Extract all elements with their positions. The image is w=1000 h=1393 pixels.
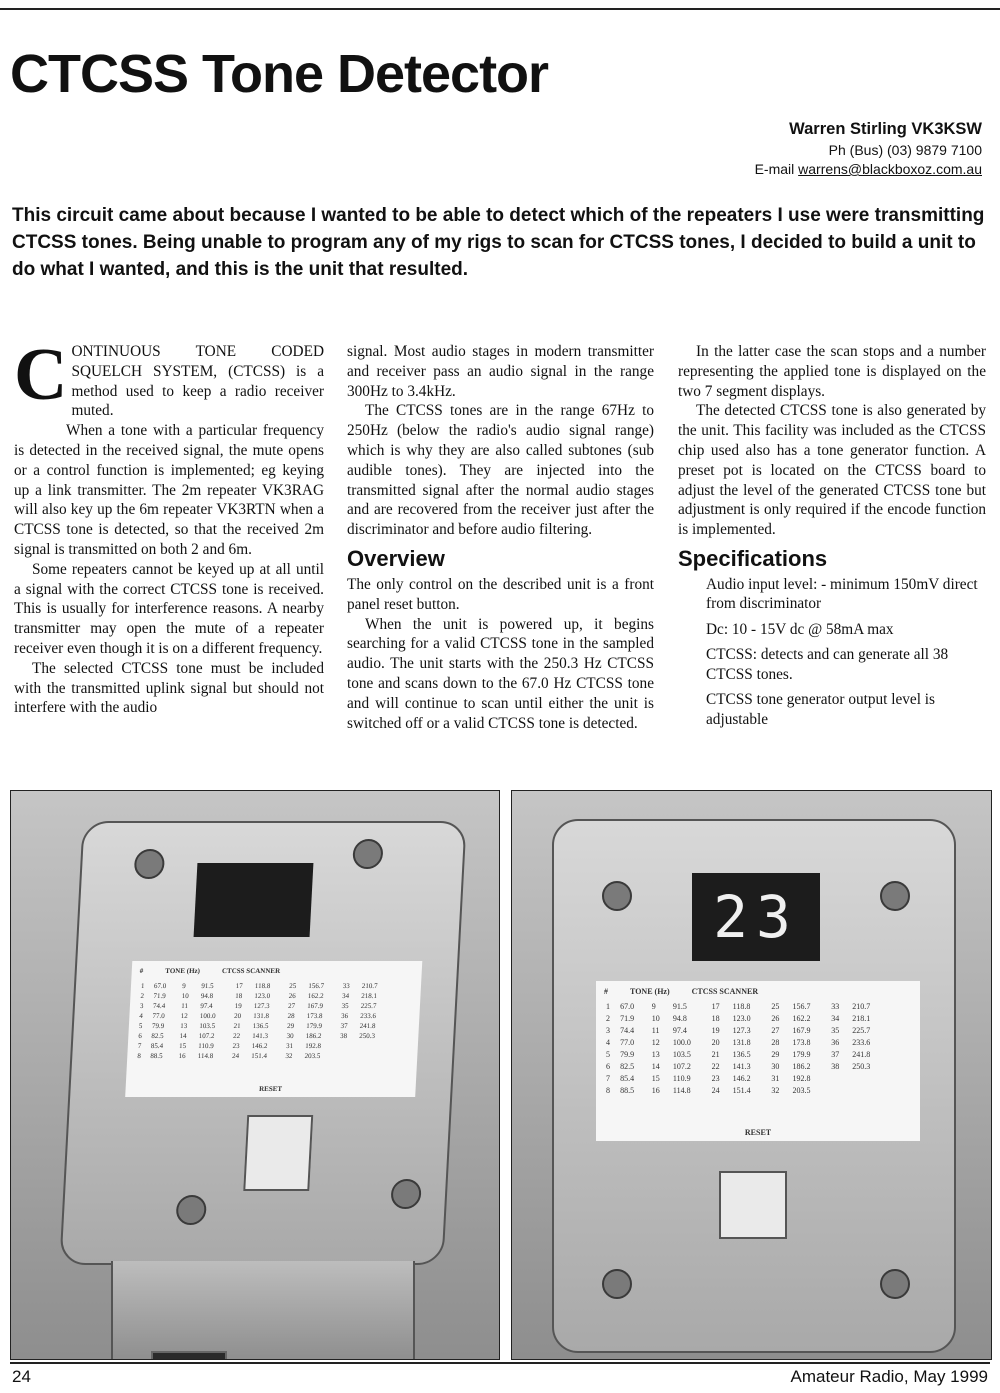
tone-table-row: [139, 981, 395, 991]
tone-table-cell: 24: [711, 1086, 720, 1095]
screw-icon: [880, 1269, 910, 1299]
tone-table-row: [604, 1013, 889, 1025]
tone-table-cell: 18: [711, 1014, 720, 1023]
reset-button: [719, 1171, 787, 1239]
tone-table-cell: 151.4: [732, 1086, 751, 1095]
tone-table-cell: 186.2: [792, 1062, 811, 1071]
tone-table-cell: 19: [711, 1026, 720, 1035]
tone-table-cell: [850, 1073, 889, 1085]
tone-table-cell: 19: [234, 1002, 242, 1010]
tone-table-cell: 233.6: [852, 1038, 871, 1047]
author-byline: [755, 118, 982, 179]
tone-table-cell: 29: [771, 1050, 780, 1059]
tone-table-cell: 151.4: [250, 1052, 268, 1060]
tone-table-row: [136, 1031, 392, 1041]
tone-table-row: [604, 1001, 889, 1013]
tone-table-cell: 9: [182, 982, 186, 990]
tone-table-cell: 91.5: [672, 1002, 687, 1011]
tone-table-cell: 31: [285, 1042, 294, 1050]
tone-table-cell: 11: [651, 1026, 660, 1035]
tone-table-cell: [356, 1041, 391, 1051]
tone-table-row: [137, 1021, 393, 1031]
tone-table-cell: 1: [140, 982, 145, 990]
tone-table-cell: 12: [651, 1038, 660, 1047]
tone-table-cell: 5: [138, 1022, 143, 1030]
tone-table-cell: 173.8: [792, 1038, 811, 1047]
tone-table-cell: 94.8: [672, 1014, 687, 1023]
screw-icon: [602, 881, 632, 911]
screw-icon: [880, 881, 910, 911]
tone-table: [135, 981, 394, 1061]
author-email-link[interactable]: warrens@blackboxoz.com.au: [798, 161, 982, 177]
tone-table-cell: 127.3: [253, 1002, 270, 1010]
spec-item: CTCSS tone generator output level is adjustable: [706, 691, 935, 728]
tone-table-cell: 26: [771, 1014, 780, 1023]
tone-table-cell: 23: [711, 1074, 720, 1083]
tone-table-label: [596, 981, 920, 1141]
label-tone-heading: TONE (Hz): [630, 987, 670, 996]
seven-segment-display: 23: [713, 883, 799, 951]
spec-item: Audio input level: - minimum 150mV direct from discriminator: [706, 575, 978, 613]
tone-table-row: [604, 1061, 889, 1073]
reset-label: RESET: [744, 1128, 772, 1137]
tone-table-cell: [337, 1051, 357, 1061]
tone-table-cell: 28: [771, 1038, 780, 1047]
tone-table-cell: [829, 1073, 850, 1085]
page-number: 24: [12, 1367, 31, 1386]
tone-table-cell: 192.8: [304, 1042, 322, 1050]
tone-table-cell: 141.3: [252, 1032, 269, 1040]
screw-icon: [602, 1269, 632, 1299]
tone-table-cell: 6: [606, 1062, 610, 1071]
tone-table-cell: 12: [180, 1012, 188, 1020]
tone-table-cell: 27: [287, 1002, 296, 1010]
tone-table-cell: 9: [651, 1002, 656, 1011]
tone-table-cell: 29: [286, 1022, 295, 1030]
tone-table-cell: 18: [235, 992, 243, 1000]
tone-table-cell: 13: [651, 1050, 660, 1059]
tone-table-cell: 15: [178, 1042, 187, 1050]
tone-table-cell: 141.3: [732, 1062, 751, 1071]
tone-table-cell: 74.4: [620, 1026, 635, 1035]
tone-table-row: [138, 991, 394, 1001]
col1-paragraph-1: ONTINUOUS TONE CODED SQUELCH SYSTEM, (CTCSS) is a method used to keep a radio receiver muted.: [71, 343, 324, 420]
column-2: [347, 342, 654, 733]
tone-table-cell: 100.0: [199, 1012, 216, 1020]
tone-table-row: [604, 1049, 889, 1061]
tone-table-cell: 225.7: [852, 1026, 871, 1035]
tone-table-cell: 79.9: [151, 1022, 165, 1030]
tone-table-cell: 36: [340, 1012, 349, 1020]
tone-table-cell: 24: [231, 1052, 240, 1060]
tone-table-cell: 94.8: [200, 992, 214, 1000]
tone-table-cell: 167.9: [307, 1002, 324, 1010]
tone-table-cell: 110.9: [672, 1074, 691, 1083]
tone-table-cell: 23: [232, 1042, 240, 1050]
tone-table-row: [137, 1011, 393, 1021]
tone-table-row: [604, 1037, 889, 1049]
tone-table-cell: 30: [286, 1032, 294, 1040]
tone-table-cell: 7: [606, 1074, 610, 1083]
tone-table-cell: [829, 1085, 850, 1097]
tone-table-cell: 14: [179, 1032, 187, 1040]
footer-rule: [10, 1362, 990, 1364]
tone-table-cell: 173.8: [306, 1012, 323, 1020]
author-name: Warren Stirling VK3KSW: [789, 120, 982, 138]
tone-table-label: [125, 961, 422, 1097]
tone-table-cell: 4: [606, 1038, 610, 1047]
label-tone-heading: TONE (Hz): [165, 967, 201, 975]
tone-table-cell: 3: [606, 1026, 610, 1035]
tone-table-cell: 97.4: [672, 1026, 687, 1035]
tone-table-cell: 25: [771, 1002, 780, 1011]
tone-table-cell: 97.4: [200, 1002, 213, 1010]
tone-table-cell: 35: [341, 1002, 349, 1010]
tone-table-cell: 85.4: [620, 1074, 635, 1083]
col1-paragraph-4: The selected CTCSS tone must be included with the transmitted uplink signal but should not interfere with the audio: [14, 659, 324, 717]
tone-table-cell: 131.8: [732, 1038, 751, 1047]
tone-table-cell: 22: [232, 1032, 241, 1040]
tone-table-cell: 123.0: [732, 1014, 751, 1023]
label-header: [140, 967, 407, 975]
tone-table-cell: 4: [139, 1012, 144, 1020]
col2-paragraph-1: signal. Most audio stages in modern transmitter and receiver pass an audio signal in the range 300Hz to 3.4kHz.: [347, 343, 654, 400]
author-email-line: [755, 160, 982, 179]
enclosure-front-panel: [59, 821, 466, 1265]
tone-table-cell: 136.5: [732, 1050, 751, 1059]
tone-table-cell: 114.8: [197, 1052, 214, 1060]
screw-icon: [390, 1179, 422, 1209]
tone-table-cell: [850, 1085, 889, 1097]
tone-table-cell: 13: [179, 1022, 188, 1030]
tone-table-cell: 146.2: [251, 1042, 268, 1050]
tone-table-cell: 25: [288, 982, 297, 990]
col2-paragraph-4: When the unit is powered up, it begins searching for a valid CTCSS tone in the sampled audio. The unit starts with the 250.3 Hz CTCSS tone and scans down to the 67.0 Hz CTCSS tone and will continue to scan until either the unit is switched off or a valid CTCSS tone is detected.: [347, 615, 654, 732]
tone-table-row: [604, 1073, 889, 1085]
tone-table-cell: 10: [651, 1014, 660, 1023]
label-hash: #: [139, 967, 144, 975]
tone-table-cell: 218.1: [852, 1014, 871, 1023]
tone-table-cell: 28: [287, 1012, 295, 1020]
tone-table-cell: 241.8: [852, 1050, 871, 1059]
tone-table-cell: 38: [339, 1032, 348, 1040]
tone-table-cell: 16: [651, 1086, 660, 1095]
tone-table-row: [604, 1085, 889, 1097]
tone-table-cell: 32: [285, 1052, 293, 1060]
tone-table-cell: 5: [606, 1050, 610, 1059]
tone-table-row: [136, 1041, 392, 1051]
tone-table-cell: 37: [831, 1050, 840, 1059]
tone-table-cell: 32: [771, 1086, 780, 1095]
photo-unit-angled: [10, 790, 500, 1360]
tone-table-cell: 100.0: [672, 1038, 691, 1047]
label-header: [604, 987, 902, 996]
reset-label: RESET: [258, 1085, 283, 1093]
spec-item: Dc: 10 - 15V dc @ 58mA max: [706, 620, 894, 638]
tone-table-cell: 11: [181, 1002, 189, 1010]
email-prefix: E-mail: [754, 161, 799, 177]
tone-table-cell: 179.9: [792, 1050, 811, 1059]
tone-table-cell: 20: [711, 1038, 720, 1047]
label-title: CTCSS SCANNER: [691, 987, 759, 996]
tone-table-cell: 79.9: [620, 1050, 635, 1059]
enclosure-side: [111, 1261, 415, 1359]
column-1: [14, 334, 324, 718]
top-rule: [0, 8, 1000, 10]
specifications-heading: Specifications: [678, 545, 828, 571]
tone-table-cell: 85.4: [150, 1042, 164, 1050]
tone-table-cell: 107.2: [198, 1032, 215, 1040]
tone-table-cell: 31: [771, 1074, 780, 1083]
author-phone: Ph (Bus) (03) 9879 7100: [828, 142, 982, 158]
reset-button: [243, 1115, 313, 1191]
tone-table-cell: 21: [233, 1022, 241, 1030]
tone-table-cell: 33: [831, 1002, 840, 1011]
tone-table-row: [135, 1051, 391, 1061]
tone-table-cell: 17: [235, 982, 243, 990]
photo-unit-front: [511, 790, 992, 1360]
tone-table-cell: 38: [831, 1062, 840, 1071]
tone-table-cell: 203.5: [304, 1052, 321, 1060]
tone-table-cell: 34: [341, 992, 350, 1000]
tone-table-cell: 17: [711, 1002, 720, 1011]
tone-table-cell: 241.8: [359, 1022, 376, 1030]
tone-table-cell: 250.3: [852, 1062, 871, 1071]
tone-table-cell: 10: [181, 992, 189, 1000]
tone-table-cell: 15: [651, 1074, 660, 1083]
tone-table-cell: 34: [831, 1014, 840, 1023]
overview-heading: Overview: [347, 545, 445, 571]
tone-table-cell: 156.7: [308, 982, 325, 990]
led-display-window: [194, 863, 314, 937]
tone-table-cell: 21: [711, 1050, 720, 1059]
tone-table-cell: 82.5: [620, 1062, 635, 1071]
tone-table-cell: 3: [139, 1002, 144, 1010]
tone-table-cell: 103.5: [199, 1022, 216, 1030]
tone-table-cell: 225.7: [360, 1002, 377, 1010]
magazine-issue: Amateur Radio, May 1999: [790, 1367, 988, 1386]
tone-table-cell: 167.9: [792, 1026, 811, 1035]
tone-table-cell: 103.5: [672, 1050, 691, 1059]
col3-paragraph-2: The detected CTCSS tone is also generated by the unit. This facility was included as the CTCSS chip used also has a tone generator function. A preset pot is located on the CTCSS board to adjust the level of the generated CTCSS tone but adjustment is only required if the encode function is implemented.: [678, 402, 986, 539]
connector-port: [151, 1351, 227, 1360]
tone-table-cell: 8: [137, 1052, 142, 1060]
tone-table-cell: 162.2: [307, 992, 324, 1000]
tone-table-cell: 210.7: [361, 982, 378, 990]
tone-table-cell: 156.7: [792, 1002, 811, 1011]
tone-table-cell: 77.0: [152, 1012, 165, 1020]
col3-paragraph-1: In the latter case the scan stops and a number representing the applied tone is displayed on the two 7 segment displays.: [678, 343, 986, 400]
tone-table-cell: 123.0: [254, 992, 271, 1000]
enclosure-front-panel: [552, 819, 956, 1353]
tone-table-cell: 20: [233, 1012, 242, 1020]
col2-paragraph-2: The CTCSS tones are in the range 67Hz to 250Hz (below the radio's audio signal range) which is why they are also called subtones (sub audible tones). They are injected into the transmitted signal after the normal audio stages and are recovered from the receiver just after the discriminator and before audio filtering.: [347, 402, 654, 539]
tone-table-cell: 233.6: [360, 1012, 377, 1020]
tone-table-cell: [337, 1041, 357, 1051]
tone-table-cell: 7: [137, 1042, 142, 1050]
tone-table-cell: 88.5: [150, 1052, 163, 1060]
tone-table: [604, 1001, 889, 1097]
tone-table-cell: 162.2: [792, 1014, 811, 1023]
tone-table-cell: 74.4: [152, 1002, 166, 1010]
tone-table-cell: 71.9: [153, 992, 166, 1000]
tone-table-cell: 16: [178, 1052, 186, 1060]
tone-table-row: [138, 1001, 394, 1011]
drop-cap: C: [14, 334, 68, 416]
tone-table-cell: 67.0: [620, 1002, 635, 1011]
tone-table-cell: 2: [606, 1014, 610, 1023]
tone-table-cell: 71.9: [620, 1014, 635, 1023]
tone-table-cell: 77.0: [620, 1038, 635, 1047]
tone-table-cell: 1: [606, 1002, 610, 1011]
tone-table-cell: 114.8: [672, 1086, 691, 1095]
led-display-window: [692, 873, 820, 961]
tone-table-cell: 131.8: [253, 1012, 270, 1020]
intro-paragraph: This circuit came about because I wanted to be able to detect which of the repeaters I use were transmitting CTCSS tones. Being unable to program any of my rigs to scan for CTCSS tones, I decided to build a unit to do what I wanted, and this is the unit that resulted.: [12, 205, 985, 280]
tone-table-cell: 22: [711, 1062, 720, 1071]
tone-table-cell: 35: [831, 1026, 840, 1035]
tone-table-cell: 88.5: [620, 1086, 635, 1095]
tone-table-cell: 179.9: [306, 1022, 323, 1030]
article-title: CTCSS Tone Detector: [10, 44, 549, 104]
col1-paragraph-2: When a tone with a particular frequency is detected in the received signal, the mute opens or a control function is implemented; eg keying up a link transmitter. The 2m repeater VK3RAG will also key up the 6m repeater VK3RTN when a CTCSS tone is detected, so that the received 2m signal is transmitted on both 2 and 6m.: [14, 422, 324, 558]
tone-table-cell: 127.3: [732, 1026, 751, 1035]
specifications-list: [678, 575, 986, 730]
tone-table-cell: 107.2: [672, 1062, 691, 1071]
tone-table-cell: 118.8: [732, 1002, 751, 1011]
tone-table-cell: 2: [140, 992, 145, 1000]
tone-table-cell: 192.8: [792, 1074, 811, 1083]
tone-table-cell: 33: [342, 982, 350, 990]
tone-table-cell: 146.2: [732, 1074, 751, 1083]
tone-table-cell: 210.7: [852, 1002, 871, 1011]
tone-table-cell: 118.8: [254, 982, 271, 990]
tone-table-cell: 27: [771, 1026, 780, 1035]
screw-icon: [352, 839, 384, 869]
screw-icon: [134, 849, 166, 879]
label-hash: #: [604, 987, 608, 996]
tone-table-row: [604, 1025, 889, 1037]
tone-table-cell: 8: [606, 1086, 610, 1095]
tone-table-cell: 136.5: [252, 1022, 269, 1030]
tone-table-cell: 82.5: [151, 1032, 164, 1040]
screw-icon: [175, 1195, 207, 1225]
tone-table-cell: 250.3: [358, 1032, 376, 1040]
tone-table-cell: 37: [340, 1022, 348, 1030]
tone-table-cell: 6: [138, 1032, 143, 1040]
col1-paragraph-3: Some repeaters cannot be keyed up at all until a signal with the correct CTCSS tone is received. This is usually for interference reasons. A nearby transmitter may open the mute of a repeater receiver even though it is on a different frequency.: [14, 560, 324, 657]
tone-table-cell: 14: [651, 1062, 660, 1071]
tone-table-cell: 36: [831, 1038, 840, 1047]
tone-table-cell: 186.2: [305, 1032, 322, 1040]
tone-table-cell: 30: [771, 1062, 780, 1071]
tone-table-cell: [356, 1051, 391, 1061]
col2-paragraph-3: The only control on the described unit is a front panel reset button.: [347, 575, 654, 613]
spec-item: CTCSS: detects and can generate all 38 CTCSS tones.: [706, 646, 949, 683]
tone-table-cell: 67.0: [153, 982, 167, 990]
tone-table-cell: 26: [288, 992, 296, 1000]
label-title: CTCSS SCANNER: [221, 967, 281, 975]
column-3: [678, 342, 986, 735]
tone-table-cell: 203.5: [792, 1086, 811, 1095]
tone-table-cell: 91.5: [201, 982, 214, 990]
tone-table-cell: 110.9: [198, 1042, 214, 1050]
tone-table-cell: 218.1: [361, 992, 378, 1000]
